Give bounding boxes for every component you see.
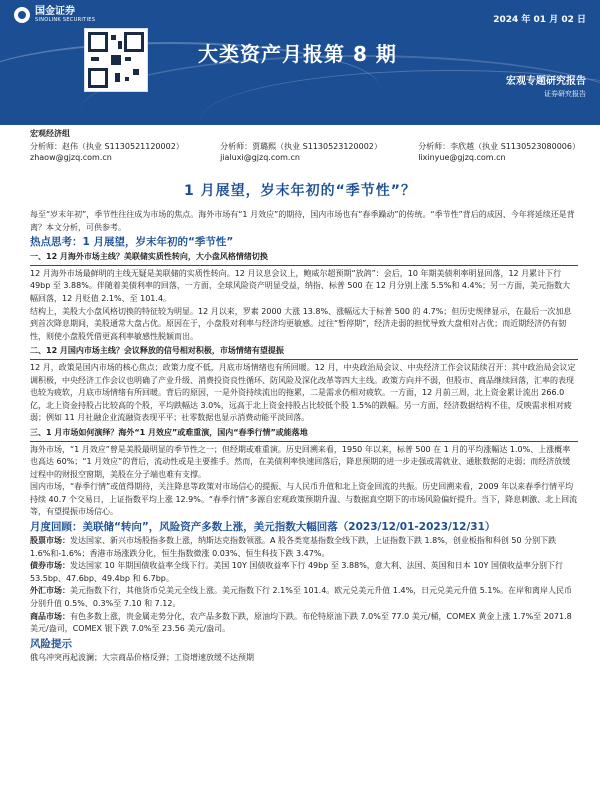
review-label: 外汇市场： (30, 586, 70, 596)
analyst-name: 分析师：李欣越（执业 S1130523080006） (418, 142, 580, 151)
review-label: 商品市场： (30, 611, 70, 621)
section-3-paragraph: 海外市场，“1 月效应”曾是美股最明显的季节性之一；但经期或难重演。历史回溯来看，1950 年以来，标普 500 在 1 月的平均涨幅达 1.0%、上涨概率也高达 60%；“1 月效应”的背后，流动性或是主要推手。然而，在美债利率快速回落后，降息预期的进一步走强或需就业、通胀数据的走弱；而经济放缓过程中的财报空窗期，美股在分子端也难有支撑。 (30, 444, 571, 479)
intro-paragraph: 每至“岁末年初”，季节性往往成为市场的焦点。海外市场有“1 月效应”的期待，国内市场也有“春季躁动”的传统。“季节性”背后的成因、今年将延续还是背离？本文分析，可供参考。 (30, 210, 575, 232)
analyst-group: 宏观经济组 (30, 129, 70, 138)
section-1-title: 一、12 月海外市场主线？美联储实质性转向，大小盘风格情绪切换 (30, 251, 578, 266)
report-date: 2024 年 01 月 02 日 (493, 15, 586, 25)
logo-en-text: SINOLINK SECURITIES (35, 17, 96, 23)
review-text: 发达国家 10 年期国债收益率全线下行。美国 10Y 国债收益率下行 49bp 至 3.88%，意大利、法国、英国和日本 10Y 国债收益率分别下行 53.5bp、47.6bp、49.4bp 和 6.7bp。 (30, 561, 563, 583)
hot-topic-heading: 热点思考：1 月展望，岁末年初的“季节性” (30, 236, 234, 249)
document-title: 1 月展望，岁末年初的“季节性”？ (183, 183, 417, 199)
analyst-email[interactable]: jialuxi@gjzq.com.cn (220, 153, 300, 162)
section-3-title: 三、1 月市场如何演绎？海外“1 月效应”或难重演，国内“春季行情”或能落地 (30, 427, 578, 442)
analyst-email[interactable]: zhaow@gjzq.com.cn (30, 153, 112, 162)
section-2-title: 二、12 月国内市场主线？会议释放的信号相对积极，市场情绪有望提振 (30, 345, 578, 360)
review-text: 有色多数上涨，贵金属走势分化，农产品多数下跌，原油均下跌。布伦特原油下跌 7.0%至 77.0 美元/桶，COMEX 黄金上涨 1.7%至 2071.8 美元/盎司，COMEX 银下跌 7.0%至 23.56 美元/盎司。 (30, 611, 572, 634)
review-label: 债券市场： (30, 561, 70, 571)
analyst-entry (30, 141, 184, 163)
company-logo (14, 6, 95, 23)
report-type: 宏观专题研究报告 (506, 76, 586, 87)
section-3-paragraph-2: 国内市场，“春季行情”或值得期待，关注降息等政策对市场信心的提振、与人民币升值和北上资金回流的共振。历史回溯来看，2009 年以来春季行情平均持续 40.7 个交易日，上证指数平均上涨 12.9%。“春季行情”多源自宏观政策预期升温、与数据真空期下的市场风险偏好提升。当下，降息刺激、北上回流等，有望提振市场信心。 (30, 482, 578, 517)
review-item (30, 585, 578, 610)
section-1-paragraph-2: 结构上，美股大小盘风格切换的特征较为明显。12 月以来，罗素 2000 大涨 13.8%、涨幅远大于标普 500 的 4.7%；但历史规律显示，在最后一次加息到首次降息期间，美股通常大盘占优。原因在于，小盘股对利率与经济均更敏感。过往“暂停期”，经济走弱的担忧导致大盘相对占优；而近期经济仍有韧性，则使小盘股凭借更高利率敏感性脱颖而出。 (30, 306, 572, 341)
analyst-block (30, 128, 580, 163)
risk-text: 俄乌冲突再起波澜；大宗商品价格反弹；工资增速放缓不达预期 (30, 652, 254, 662)
review-item (30, 560, 578, 585)
analyst-entry (418, 141, 580, 163)
analyst-name: 分析师：贾璐熙（执业 S1130523120002） (220, 142, 382, 151)
report-category: 证券研究报告 (544, 90, 586, 98)
report-body (30, 209, 578, 664)
section-2-paragraph: 12 月，政策是国内市场的核心焦点；政策力度不低，月底市场情绪也有所回暖。12 月，中央政治局会议、中央经济工作会议陆续召开：其中政治局会议定调积极，中央经济工作会议也明确了产业升级、消费投资良性循环、防风险及深化改革等四大主线。政策方向并不弱，但股市、商品继续回落，汇率的表现也较为疲软，月底市场情绪有所回暖。背后的原因，一是外资持续流出的拖累，二是需求仍相对疲软。一方面，12 月前三周，北上资金累计流出 266.0 亿，北上资金持股占比较高的个股，平均跌幅达 3.0%，远高于北上资金持股占比较低个股 1.5%的跌幅。另一方面，经济数据结构不佳，反映需求相对疲弱；例如 11 月社融企业流融资表现平平；社零数据也显示消费动能平淡回落。 (30, 362, 576, 423)
analyst-name: 分析师：赵伟（执业 S1130521120002） (30, 142, 184, 151)
analyst-entry (220, 141, 382, 163)
monthly-review-heading: 月度回顾：美联储“转向”，风险资产多数上涨，美元指数大幅回落（2023/12/01-2023/12/31） (30, 521, 496, 534)
review-text: 发达国家、新兴市场股指多数上涨，纳斯达克指数领涨。A 股各类宽基指数全线下跌，上证指数下跌 1.8%，创业板指和科创 50 分别下跌 1.6%和-1.6%；香港市场涨跌分化，恒生指数微涨 0.03%、恒生科技下跌 3.47%。 (30, 536, 557, 558)
section-1-paragraph: 12 月海外市场最鲜明的主线无疑是美联储的实质性转向。12 月议息会议上，鲍威尔超预期“放鸽”：会后，10 年期美债利率明显回落，12 月累计下行 49bp 至 3.88%。伴随着美债利率的回落，一方面，全球风险资产明显受益，纳指、标普 500 在 12 月分别上涨 5.5%和 4.4%；另一方面，美元指数大幅回落，12 月贬值 2.1%、至 101.4。 (30, 268, 571, 303)
logo-cn-text: 国金证券 (35, 6, 75, 17)
report-title: 大类资产月报第 8 期 (198, 42, 397, 66)
analyst-email[interactable]: lixinyue@gjzq.com.cn (418, 153, 506, 162)
review-label: 股票市场： (30, 536, 70, 546)
logo-mark-icon (14, 7, 30, 23)
review-text: 美元指数下行，其他货币兑美元全线上涨。美元指数下行 2.1%至 101.4。欧元兑美元升值 1.4%，日元兑美元升值 5.1%。在岸和离岸人民币分别升值 0.5%、0.3%至 7.10 和 7.12。 (30, 586, 573, 609)
header-banner (0, 0, 600, 125)
risk-heading: 风险提示 (30, 637, 72, 650)
review-item (30, 611, 578, 636)
review-item (30, 535, 578, 560)
qr-code-icon (84, 28, 148, 92)
